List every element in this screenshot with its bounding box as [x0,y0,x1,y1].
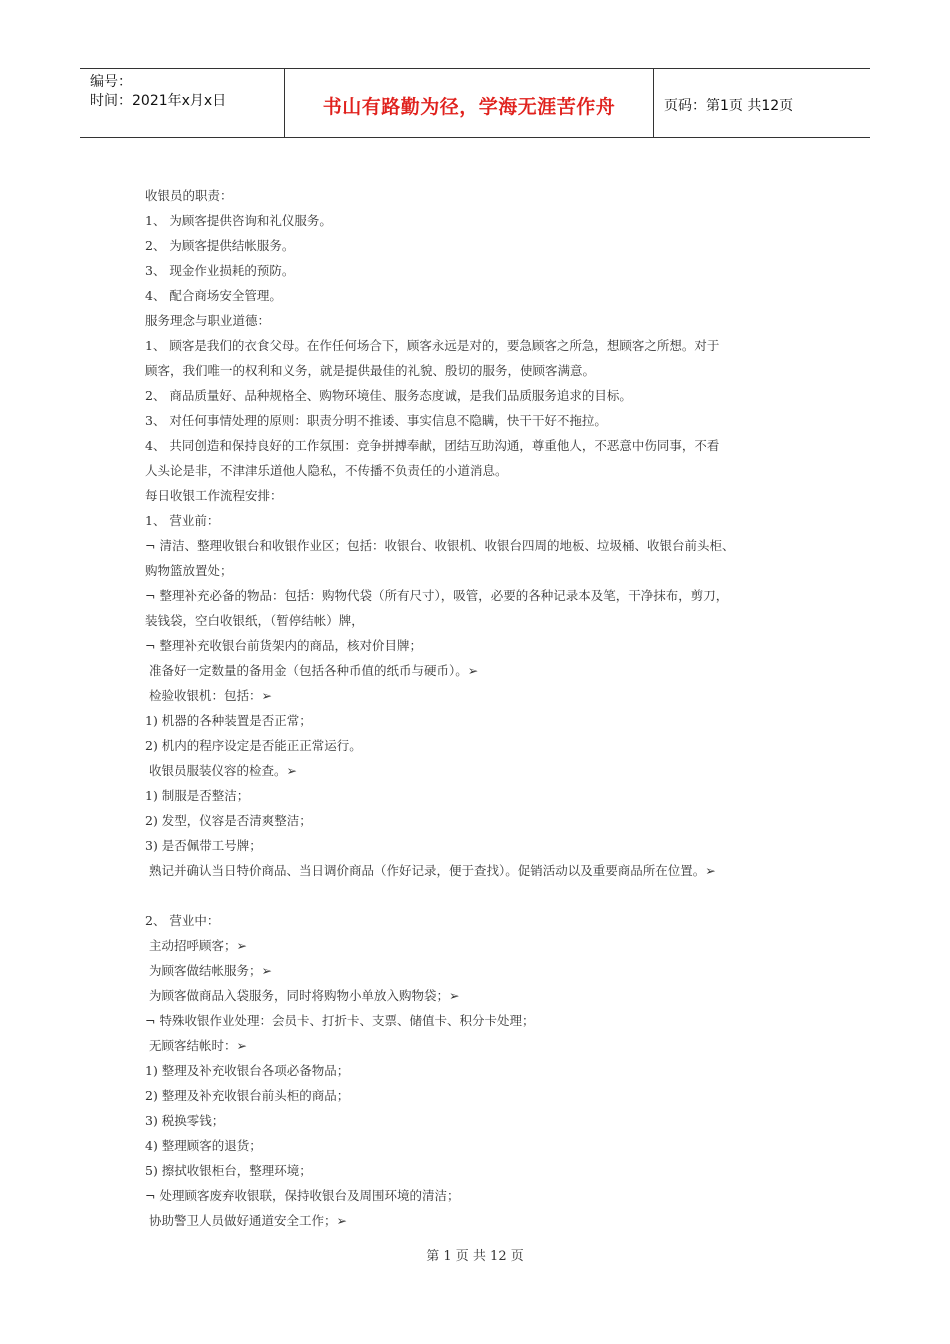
header-motto: 书山有路勤为径，学海无涯苦作舟 [284,69,654,137]
document-number-label: 编号： [90,74,132,90]
text-line: 收银员的职责： [145,188,233,203]
text-line: 4、 共同创造和保持良好的工作氛围：竞争拼搏奉献，团结互助沟通，尊重他人，不恶意中伤同事，不看 [145,438,720,453]
document-time-label: 时间：2021年x月x日 [90,93,227,109]
text-line: 顾客，我们唯一的权利和义务，就是提供最佳的礼貌、殷切的服务，使顾客满意。 [145,363,596,378]
text-line: 2) 机内的程序设定是否能正正常运行。 [145,738,362,753]
text-line: 1、 营业前： [145,513,220,528]
text-line: 装钱袋，空白收银纸，（暂停结帐）牌， [145,613,364,628]
header-page-info: 页码：第1页 共12页 [664,98,794,114]
text-line: 无顾客结帐时：➢ [149,1038,247,1053]
text-line: 1、 为顾客提供咨询和礼仪服务。 [145,213,332,228]
text-line: 3、 对任何事情处理的原则：职责分明不推诿、事实信息不隐瞒，快干干好不拖拉。 [145,413,607,428]
text-line: 3、 现金作业损耗的预防。 [145,263,295,278]
text-line: 4) 整理顾客的退货； [145,1138,262,1153]
page-header [80,68,870,138]
text-line: ¬ 特殊收银作业处理：会员卡、打折卡、支票、储值卡、积分卡处理； [145,1013,535,1028]
header-meta [80,69,284,137]
document-body [145,183,825,1233]
text-line: 2、 为顾客提供结帐服务。 [145,238,295,253]
text-line: 准备好一定数量的备用金（包括各种币值的纸币与硬币）。➢ [149,663,479,678]
text-line: 人头论是非，不津津乐道他人隐私，不传播不负责任的小道消息。 [145,463,508,478]
text-line: 为顾客做结帐服务；➢ [149,963,272,978]
text-line: ¬ 清洁、整理收银台和收银作业区；包括：收银台、收银机、收银台四周的地板、垃圾桶、收银台前头柜、 [145,538,735,553]
text-line: ¬ 整理补充收银台前货架内的商品，核对价目牌； [145,638,422,653]
text-line: 1) 整理及补充收银台各项必备物品； [145,1063,350,1078]
text-line: 为顾客做商品入袋服务，同时将购物小单放入购物袋；➢ [149,988,460,1003]
text-line: 4、 配合商场安全管理。 [145,288,282,303]
text-line [145,883,825,908]
text-line: 检验收银机：包括：➢ [149,688,272,703]
text-line: 熟记并确认当日特价商品、当日调价商品（作好记录，便于查找）。促销活动以及重要商品所在位置。➢ [149,863,716,878]
text-line: 3) 是否佩带工号牌； [145,838,262,853]
text-line: 1、 顾客是我们的衣食父母。在作任何场合下，顾客永远是对的，要急顾客之所急，想顾客之所想。对于 [145,338,720,353]
text-line: 2、 营业中： [145,913,220,928]
text-line: 每日收银工作流程安排： [145,488,283,503]
text-line: 2) 整理及补充收银台前头柜的商品； [145,1088,350,1103]
text-line: 协助警卫人员做好通道安全工作；➢ [149,1213,347,1228]
text-line: 主动招呼顾客；➢ [149,938,247,953]
text-line: 5) 擦拭收银柜台，整理环境； [145,1163,312,1178]
text-line: 1) 机器的各种装置是否正常； [145,713,312,728]
text-line: 服务理念与职业道德： [145,313,271,328]
text-line: ¬ 整理补充必备的物品：包括：购物代袋（所有尺寸），吸管，必要的各种记录本及笔，干净抹布，剪刀， [145,588,729,603]
text-line: 收银员服装仪容的检查。➢ [149,763,297,778]
text-line: 1) 制服是否整洁； [145,788,250,803]
text-line: 购物篮放置处； [145,563,233,578]
text-line: 2) 发型，仪容是否清爽整洁； [145,813,312,828]
text-line: 2、 商品质量好、品种规格全、购物环境佳、服务态度诚，是我们品质服务追求的目标。 [145,388,632,403]
text-line: ¬ 处理顾客废弃收银联，保持收银台及周围环境的清洁； [145,1188,460,1203]
page-footer: 第 1 页 共 12 页 [426,1249,524,1264]
text-line: 3) 税换零钱； [145,1113,225,1128]
